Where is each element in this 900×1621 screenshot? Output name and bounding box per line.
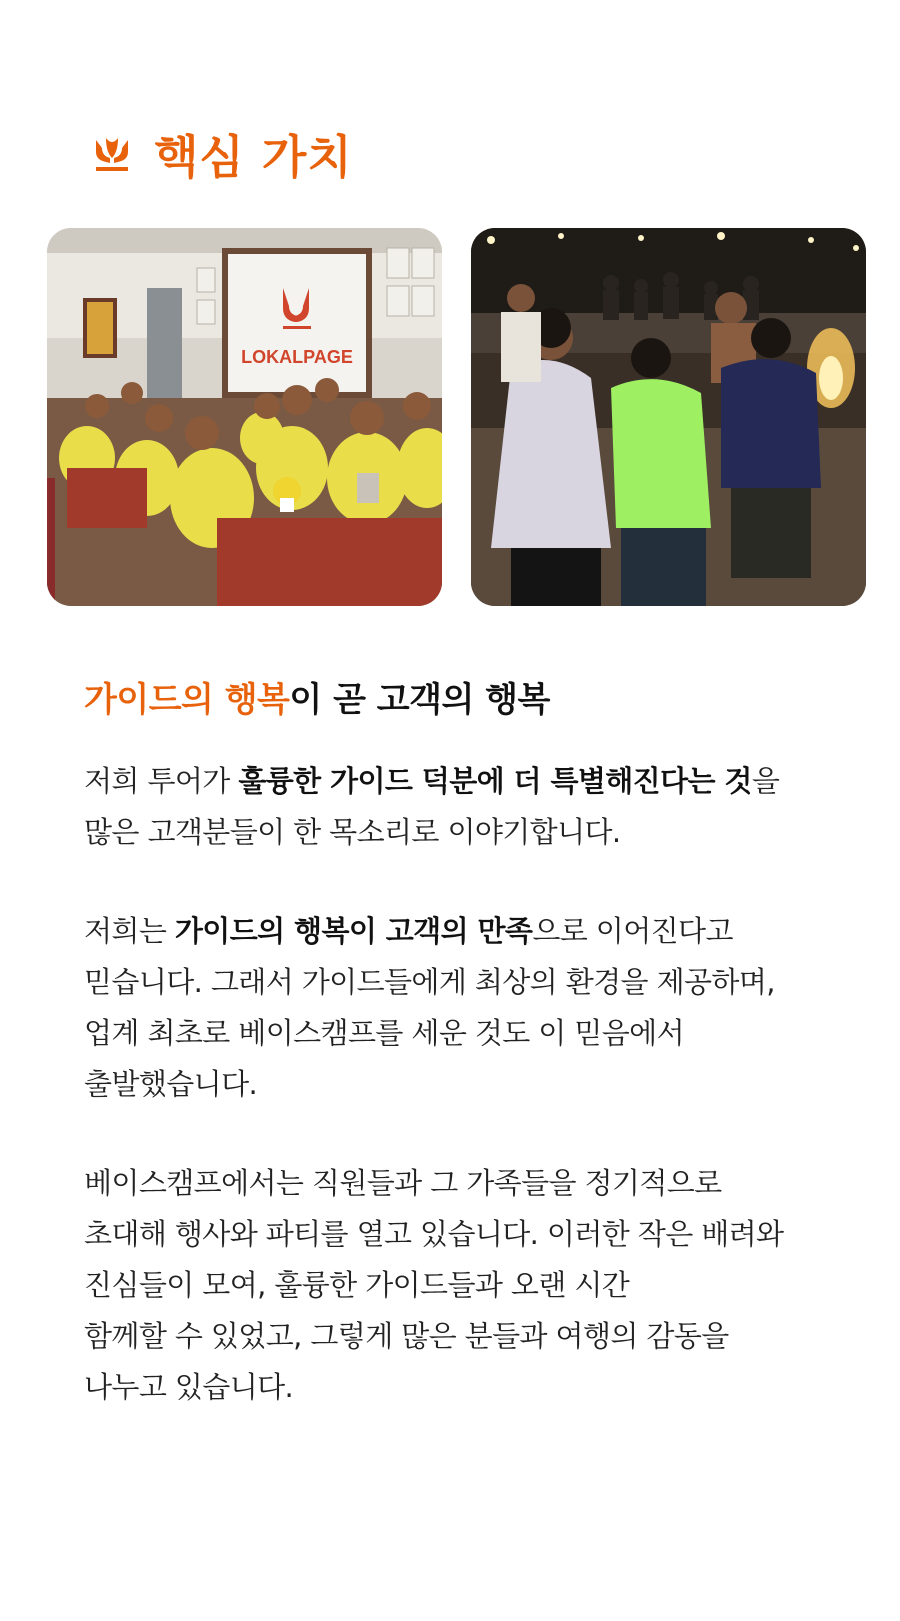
- subtitle-rest: 이 곧 고객의 행복: [289, 680, 550, 720]
- p2-line4: 출발했습니다.: [84, 1067, 258, 1101]
- paragraph-1: [84, 756, 864, 858]
- subtitle-accent: 가이드의 행복: [84, 680, 290, 720]
- p1-bold: 훌륭한 가이드 덕분에 더 특별해진다는 것: [238, 764, 752, 798]
- p2-pre: 저희는: [84, 914, 175, 948]
- p2-post: 으로 이어진다고: [532, 914, 733, 948]
- subtitle: [84, 672, 550, 721]
- section-title: 핵심 가치: [154, 130, 353, 184]
- p1-line2: 많은 고객분들이 한 목소리로 이야기합니다.: [84, 815, 621, 849]
- p3-line4: 함께할 수 있었고, 그렇게 많은 분들과 여행의 감동을: [84, 1319, 729, 1353]
- p3-line1: 베이스캠프에서는 직원들과 그 가족들을 정기적으로: [84, 1166, 722, 1200]
- sign-text: LOKALPAGE: [241, 347, 353, 367]
- p1-pre: 저희 투어가: [84, 764, 239, 798]
- section-header: [92, 124, 353, 184]
- p2-line3: 업계 최초로 베이스캠프를 세운 것도 이 믿음에서: [84, 1016, 684, 1050]
- paragraph-2: [84, 906, 864, 1110]
- brand-leaf-icon: [92, 134, 132, 174]
- photo-night-dance: [471, 228, 866, 606]
- p1-post: 을: [751, 764, 780, 798]
- body-text: [84, 756, 864, 1461]
- p3-line2: 초대해 행사와 파티를 열고 있습니다. 이러한 작은 배려와: [84, 1217, 784, 1251]
- p2-line2: 믿습니다. 그래서 가이드들에게 최상의 환경을 제공하며,: [84, 965, 775, 999]
- p3-line5: 나누고 있습니다.: [84, 1370, 294, 1404]
- photo-guides-clapping: [47, 228, 442, 606]
- p3-line3: 진심들이 모여, 훌륭한 가이드들과 오랜 시간: [84, 1268, 630, 1302]
- paragraph-3: [84, 1158, 864, 1413]
- p2-bold: 가이드의 행복이 고객의 만족: [174, 914, 533, 948]
